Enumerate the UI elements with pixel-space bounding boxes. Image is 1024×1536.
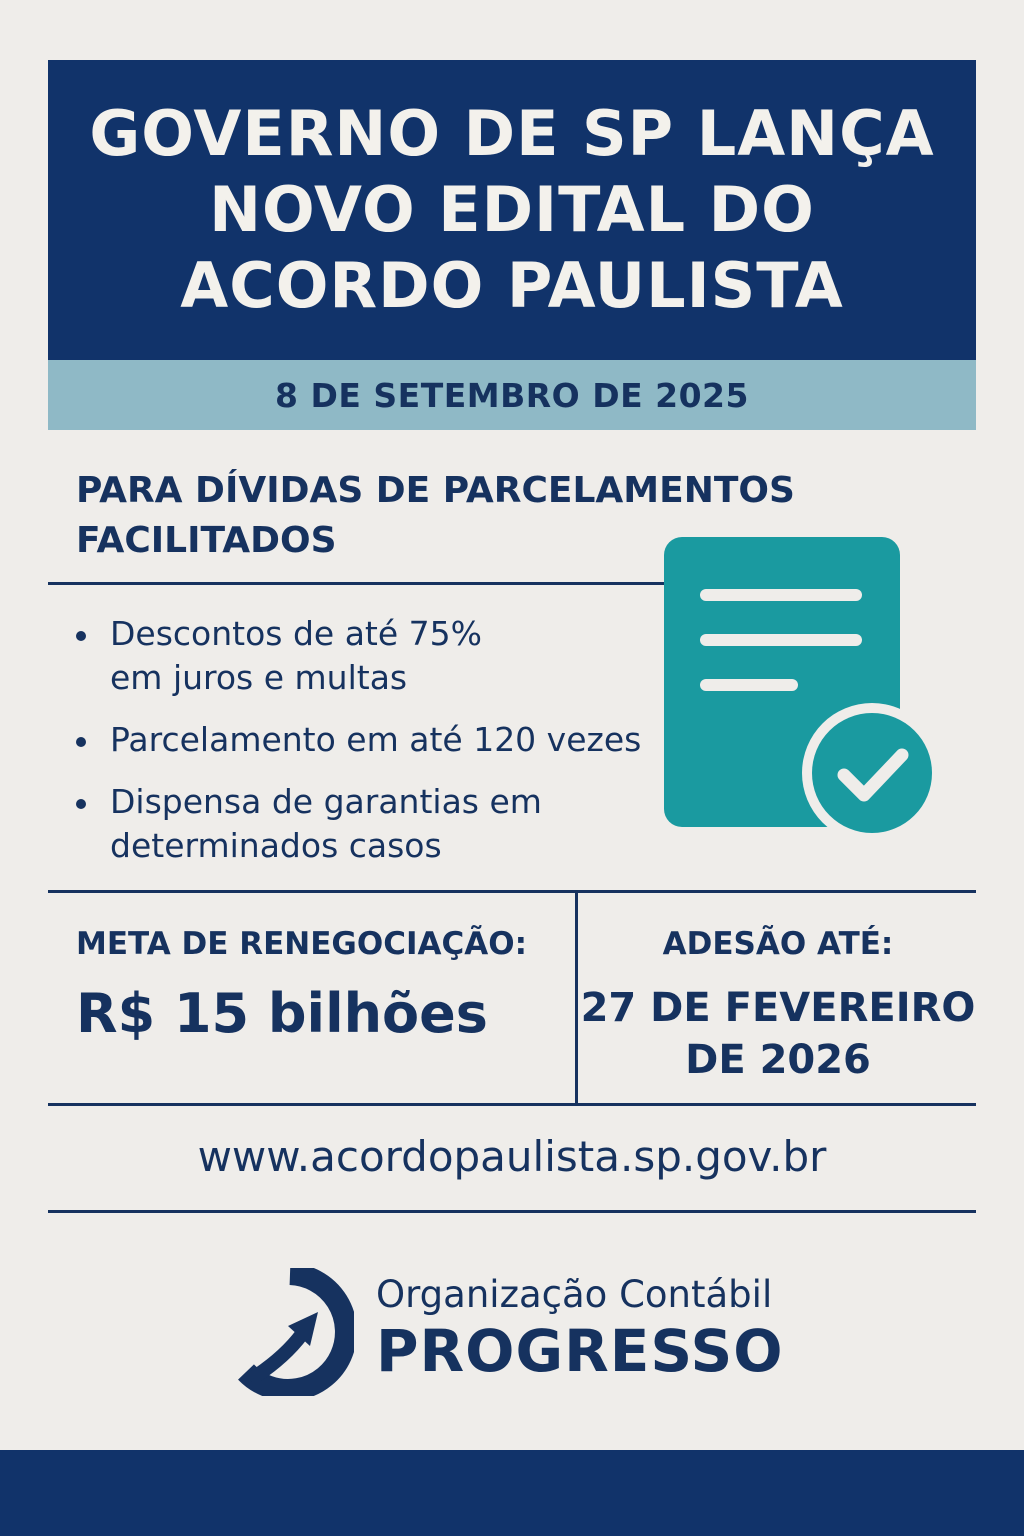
divider-section [48, 582, 668, 585]
benefits-list [76, 612, 656, 886]
benefit-3-line-2: determinados casos [110, 826, 442, 865]
divider-info-top [48, 890, 976, 893]
footer-bar [0, 1450, 1024, 1536]
benefit-1-line-2: em juros e multas [110, 658, 408, 697]
adesao-date-line-1: 27 DE FEVEREIRO [580, 985, 976, 1031]
headline-line-2: NOVO EDITAL DO [209, 173, 815, 246]
benefit-3-line-1: Dispensa de garantias em [110, 782, 542, 821]
adesao-block [580, 926, 976, 1086]
meta-label: META DE RENEGOCIAÇÃO: [76, 926, 527, 962]
adesao-date-line-2: DE 2026 [685, 1037, 871, 1083]
circular-arrow-icon [226, 1268, 354, 1396]
section-title-line-2: FACILITADOS [76, 520, 337, 561]
bullet-dot-icon [76, 799, 86, 809]
brand-line-1: Organização Contábil [376, 1273, 773, 1316]
website-link[interactable]: www.acordopaulista.sp.gov.br [197, 1132, 827, 1181]
divider-url [48, 1210, 976, 1213]
brand-line-2: PROGRESSO [376, 1317, 784, 1385]
headline-banner [48, 60, 976, 360]
meta-value: R$ 15 bilhões [76, 982, 488, 1045]
benefit-2-line-1: Parcelamento em até 120 vezes [110, 720, 642, 759]
date-banner [48, 360, 976, 430]
adesao-date [580, 982, 976, 1086]
divider-info-vertical [575, 892, 578, 1104]
divider-info-bottom [48, 1103, 976, 1106]
list-item [76, 780, 656, 868]
list-item [76, 612, 656, 700]
bullet-dot-icon [76, 631, 86, 641]
brand-logo [376, 1272, 784, 1384]
section-title-line-1: PARA DÍVIDAS DE PARCELAMENTOS [76, 470, 795, 511]
headline-line-3: ACORDO PAULISTA [180, 249, 844, 322]
benefit-1-line-1: Descontos de até 75% [110, 614, 483, 653]
adesao-label: ADESÃO ATÉ: [662, 926, 894, 962]
list-item [76, 718, 656, 762]
headline-line-1: GOVERNO DE SP LANÇA [89, 97, 935, 170]
publication-date: 8 DE SETEMBRO DE 2025 [275, 375, 749, 415]
document-check-icon [660, 535, 950, 845]
bullet-dot-icon [76, 737, 86, 747]
